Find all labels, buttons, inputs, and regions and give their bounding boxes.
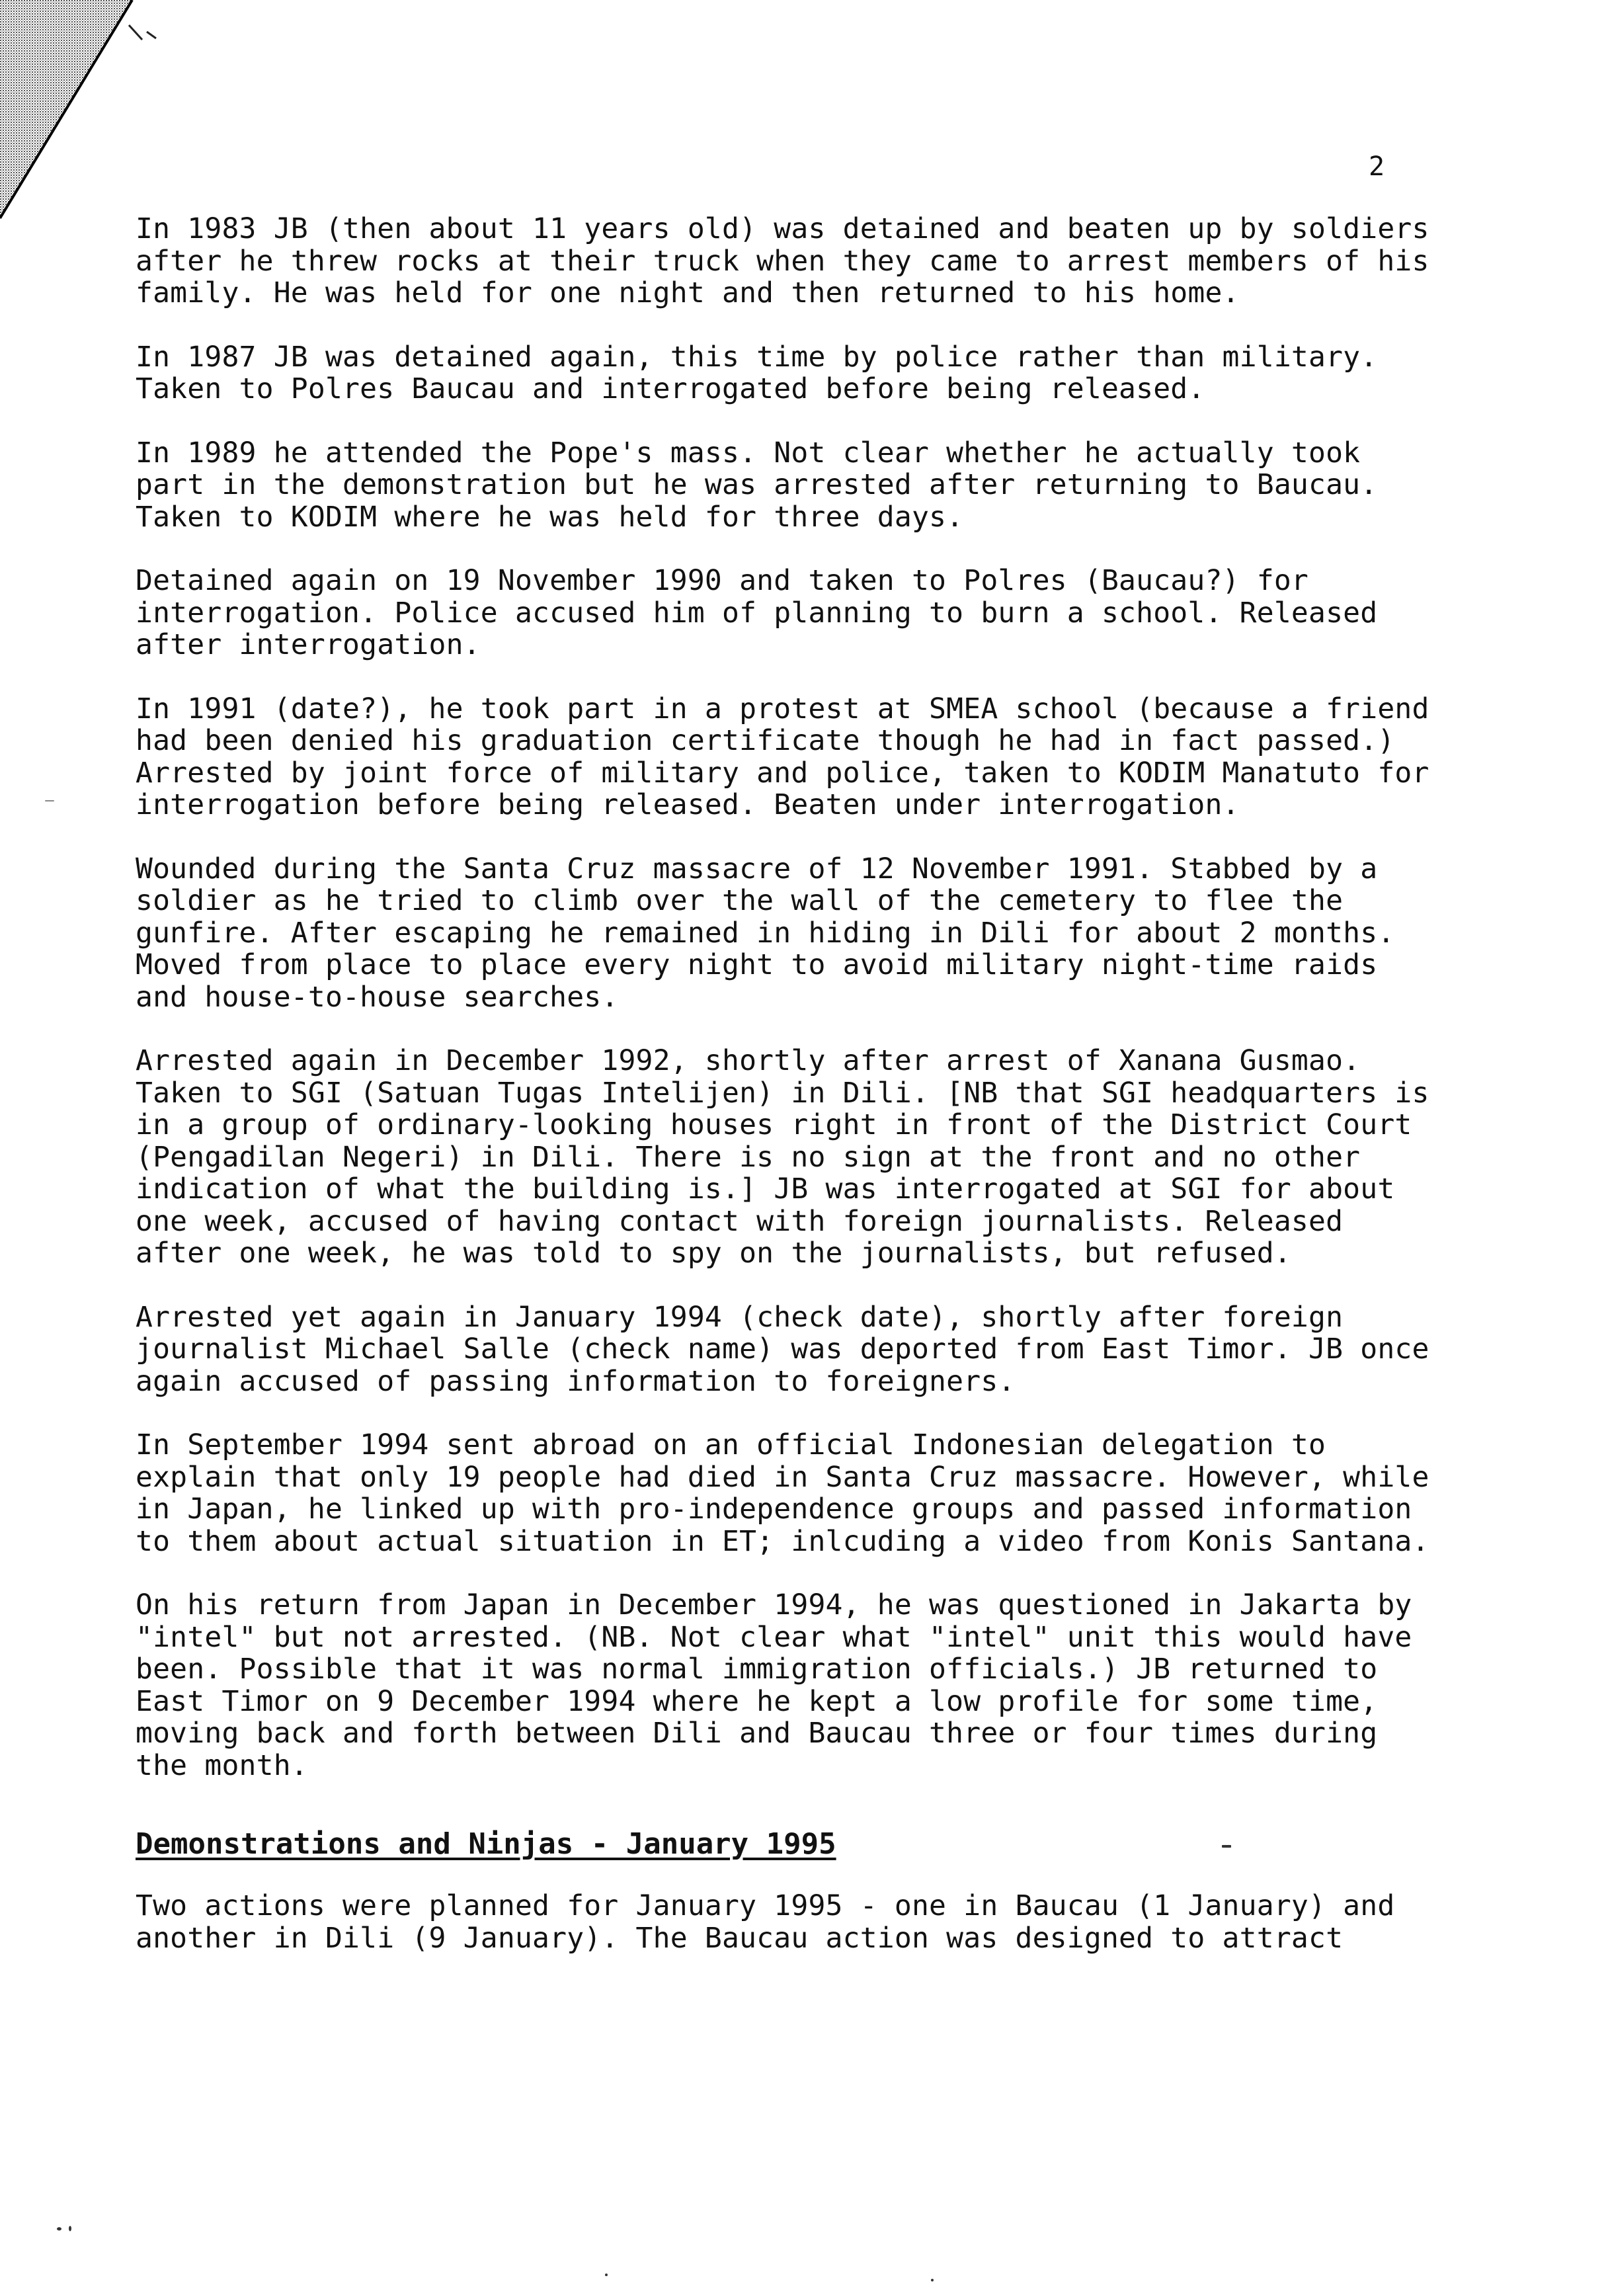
section-paragraph: Two actions were planned for January 1995 - one in Baucau (1 January) and another in Dili (9 January). The Baucau action was designed to attract (136, 1889, 1412, 1955)
paragraph-1994-return: On his return from Japan in December 1994, he was questioned in Jakarta by "intel" but not arrested. (NB. Not clear what "intel" unit this would have been. Possible that it was normal immigration officials.) JB returned to East Timor on 9 December 1994 where he kept a low profile for some time, moving back and forth between Dili and Baucau three or four times during the month. (136, 1588, 1429, 1782)
folded-corner-shadow (0, 0, 165, 225)
paragraph-1991-smea-protest: In 1991 (date?), he took part in a protest at SMEA school (because a friend had been denied his graduation certificate though he had in fact passed.) Arrested by joint force of military and police, taken to KODIM Manatuto for interrogation before being released. Beaten under interrogation. (136, 692, 1447, 821)
paragraph-santa-cruz-massacre: Wounded during the Santa Cruz massacre of 12 November 1991. Stabbed by a soldier as he tried to climb over the wall of the cemetery to flee the gunfire. After escaping he remained in hiding in Dili for about 2 months. Moved from place to place every night to avoid military night-time raids and house-to-house searches. (136, 852, 1412, 1014)
paragraph-1994-japan-delegation: In September 1994 sent abroad on an official Indonesian delegation to explain that only 19 people had died in Santa Cruz massacre. However, while in Japan, he linked up with pro-independence groups and passed information to them about actual situation in ET; inlcuding a video from Konis Santana. (136, 1428, 1447, 1558)
section-heading: Demonstrations and Ninjas - January 1995 (136, 1827, 836, 1861)
scan-speck (931, 2279, 934, 2281)
paragraph-1994-arrest: Arrested yet again in January 1994 (check date), shortly after foreign journalist Michael Salle (check name) was deported from East Timor. JB once again accused of passing information to foreigners. (136, 1300, 1447, 1398)
scan-speck (605, 2274, 608, 2276)
paragraph-1983-detention: In 1983 JB (then about 11 years old) was detained and beaten up by soldiers after he threw rocks at their truck when they came to arrest members of his family. He was held for one night and then returned to his home. (136, 212, 1447, 309)
paragraph-1987-detention: In 1987 JB was detained again, this time by police rather than military. Taken to Polres Baucau and interrogated before being released. (136, 340, 1395, 405)
paragraph-1989-popes-mass: In 1989 he attended the Pope's mass. Not clear whether he actually took part in the demonstration but he was arrested after returning to Baucau. Taken to KODIM where he was held for three days. (136, 436, 1395, 534)
page-number: 2 (1369, 151, 1385, 182)
scan-speck (1222, 1845, 1231, 1848)
scan-speck (69, 2226, 71, 2231)
paragraph-1992-arrest: Arrested again in December 1992, shortly after arrest of Xanana Gusmao. Taken to SGI (Satuan Tugas Intelijen) in Dili. [NB that SGI headquarters is in a group of ordinary-looking houses right in front of the District Court (Pengadilan Negeri) in Dili. There is no sign at the front and no other indication of what the building is.] JB was interrogated at SGI for about one week, accused of having contact with foreign journalists. Released after one week, he was told to spy on the journalists, but refused. (136, 1044, 1447, 1270)
document-body (136, 213, 1445, 1986)
scan-speck (45, 800, 54, 801)
scan-speck (57, 2227, 61, 2231)
paragraph-1990-detention: Detained again on 19 November 1990 and taken to Polres (Baucau?) for interrogation. Police accused him of planning to burn a school. Released after interrogation. (136, 564, 1395, 661)
